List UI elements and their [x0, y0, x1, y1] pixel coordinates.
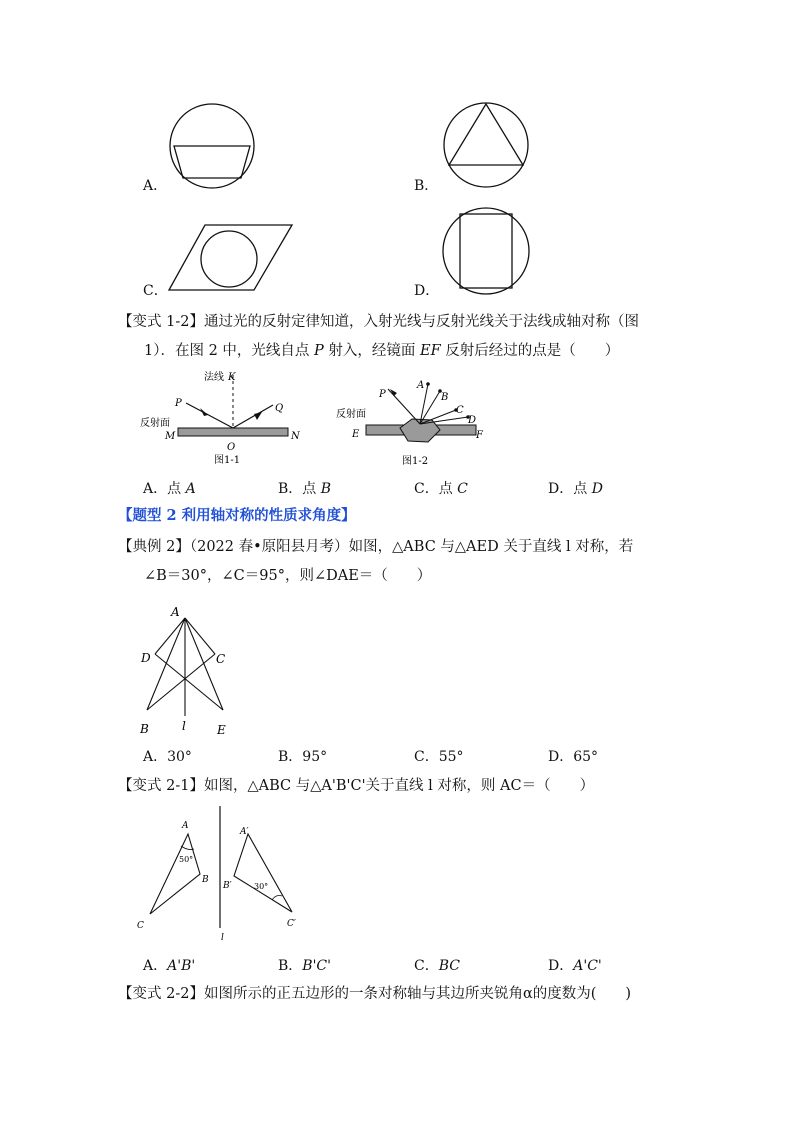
option-a-figure — [162, 102, 262, 192]
option-c-label[interactable]: C． — [143, 283, 168, 299]
option-b[interactable] — [278, 478, 331, 498]
point-b-label: B — [441, 392, 449, 403]
point-c-label: C — [216, 652, 226, 666]
question-text: 通过光的反射定律知道，入射光线与反射光线关于法线成轴对称（图 — [203, 314, 639, 330]
point-b-label: B — [202, 875, 209, 885]
point-c-label: C — [456, 405, 464, 416]
option-a[interactable] — [143, 955, 195, 975]
option-d-figure — [440, 204, 540, 296]
point-p-text: P — [314, 343, 324, 359]
option-b[interactable] — [278, 955, 331, 975]
reflection-figure-2 — [330, 372, 500, 472]
variant-tag: 【变式 2-2】 — [118, 986, 204, 1002]
question-text: 如图所示的正五边形的一条对称轴与其边所夹锐角α的度数为( ) — [203, 986, 632, 1002]
option-b-figure — [438, 101, 538, 191]
option-text: B． — [278, 958, 303, 974]
example-2-line1 — [118, 537, 633, 557]
mirror-ef-text: EF — [420, 343, 441, 359]
option-value: A'B' — [167, 958, 196, 974]
point-e-label: E — [217, 723, 226, 737]
point-e-label: E — [352, 429, 360, 440]
option-value: D — [591, 481, 603, 497]
option-text: C．点 — [414, 481, 458, 497]
figure-caption: 图1-2 — [402, 456, 429, 467]
point-a-label: A — [182, 821, 189, 831]
variant-tag: 【变式 1-2】 — [118, 314, 204, 330]
point-a-label: A — [171, 605, 180, 619]
option-d[interactable] — [548, 955, 602, 975]
line-l-label: l — [182, 719, 186, 733]
option-c[interactable]: C．55° — [414, 749, 464, 765]
surface-label: 反射面 — [140, 418, 170, 429]
angle-a-label: 50° — [179, 855, 194, 864]
point-c-prime-label: C′ — [287, 919, 296, 929]
point-b-label: B — [140, 722, 149, 736]
variant-1-2-line1 — [118, 312, 639, 332]
variant-2-1-line1 — [118, 776, 594, 796]
option-a[interactable] — [143, 478, 196, 498]
question-text: 反射后经过的点是（ ） — [440, 343, 620, 359]
variant-tag: 【变式 2-1】 — [118, 778, 204, 794]
question-text: 如图，△ABC 与△A'B'C'关于直线 l 对称，则 AC＝（ ） — [203, 778, 595, 794]
variant-2-2-line1 — [118, 984, 631, 1004]
normal-label: 法线 — [204, 372, 224, 383]
variant-1-2-line2 — [144, 341, 619, 361]
option-b[interactable]: B．95° — [278, 749, 328, 765]
point-m-label: M — [165, 431, 176, 442]
option-text: B．点 — [278, 481, 321, 497]
option-b-label[interactable]: B． — [414, 178, 439, 194]
option-c[interactable] — [414, 955, 460, 975]
point-d-label: D — [141, 651, 151, 665]
point-n-label: N — [291, 431, 300, 442]
example-2-line2: ∠B＝30°，∠C＝95°，则∠DAE＝（ ） — [144, 568, 432, 584]
option-value: B'C' — [302, 958, 331, 974]
option-text: C． — [414, 958, 439, 974]
question-text: 1）．在图 2 中，光线自点 — [144, 343, 315, 359]
section-heading: 【题型 2 利用轴对称的性质求角度】 — [118, 507, 356, 524]
option-d[interactable]: D．65° — [548, 749, 599, 765]
option-d-label[interactable]: D． — [414, 283, 440, 299]
point-a-prime-label: A′ — [240, 827, 249, 837]
point-a-label: A — [417, 380, 425, 391]
question-text: 射入，经镜面 — [323, 343, 421, 359]
angle-c-prime-label: 30° — [254, 882, 269, 891]
point-b-prime-label: B′ — [223, 881, 232, 891]
figure-caption: 图1-1 — [214, 455, 241, 466]
reflected-triangles-figure — [132, 804, 312, 944]
surface-label: 反射面 — [336, 409, 366, 420]
option-text: D．点 — [548, 481, 592, 497]
option-value: C — [457, 481, 468, 497]
option-text: D． — [548, 958, 574, 974]
option-c-figure — [166, 222, 296, 294]
option-value: A'C' — [573, 958, 602, 974]
question-text: （2022 春•原阳县月考）如图，△ABC 与△AED 关于直线 l 对称，若 — [189, 539, 634, 555]
option-text: A．点 — [143, 481, 186, 497]
option-value: BC — [438, 958, 460, 974]
point-d-label: D — [468, 415, 477, 426]
option-value: A — [185, 481, 196, 497]
example-tag: 【典例 2】 — [118, 539, 190, 555]
line-l-label: l — [221, 933, 224, 943]
option-c[interactable] — [414, 478, 468, 498]
option-a-label[interactable]: A． — [143, 178, 168, 194]
option-a[interactable]: A．30° — [143, 749, 192, 765]
option-text: A． — [143, 958, 168, 974]
point-p-label: P — [379, 389, 386, 400]
point-f-label: F — [476, 430, 483, 441]
option-d[interactable] — [548, 478, 603, 498]
point-o-label: O — [227, 442, 236, 453]
reflection-figure-1 — [138, 365, 318, 469]
option-value: B — [320, 481, 332, 497]
point-k-label: K — [228, 372, 236, 383]
symmetric-triangles-figure — [135, 598, 245, 740]
point-p-label: P — [175, 398, 182, 409]
point-c-label: C — [137, 921, 144, 931]
point-q-label: Q — [275, 403, 284, 414]
